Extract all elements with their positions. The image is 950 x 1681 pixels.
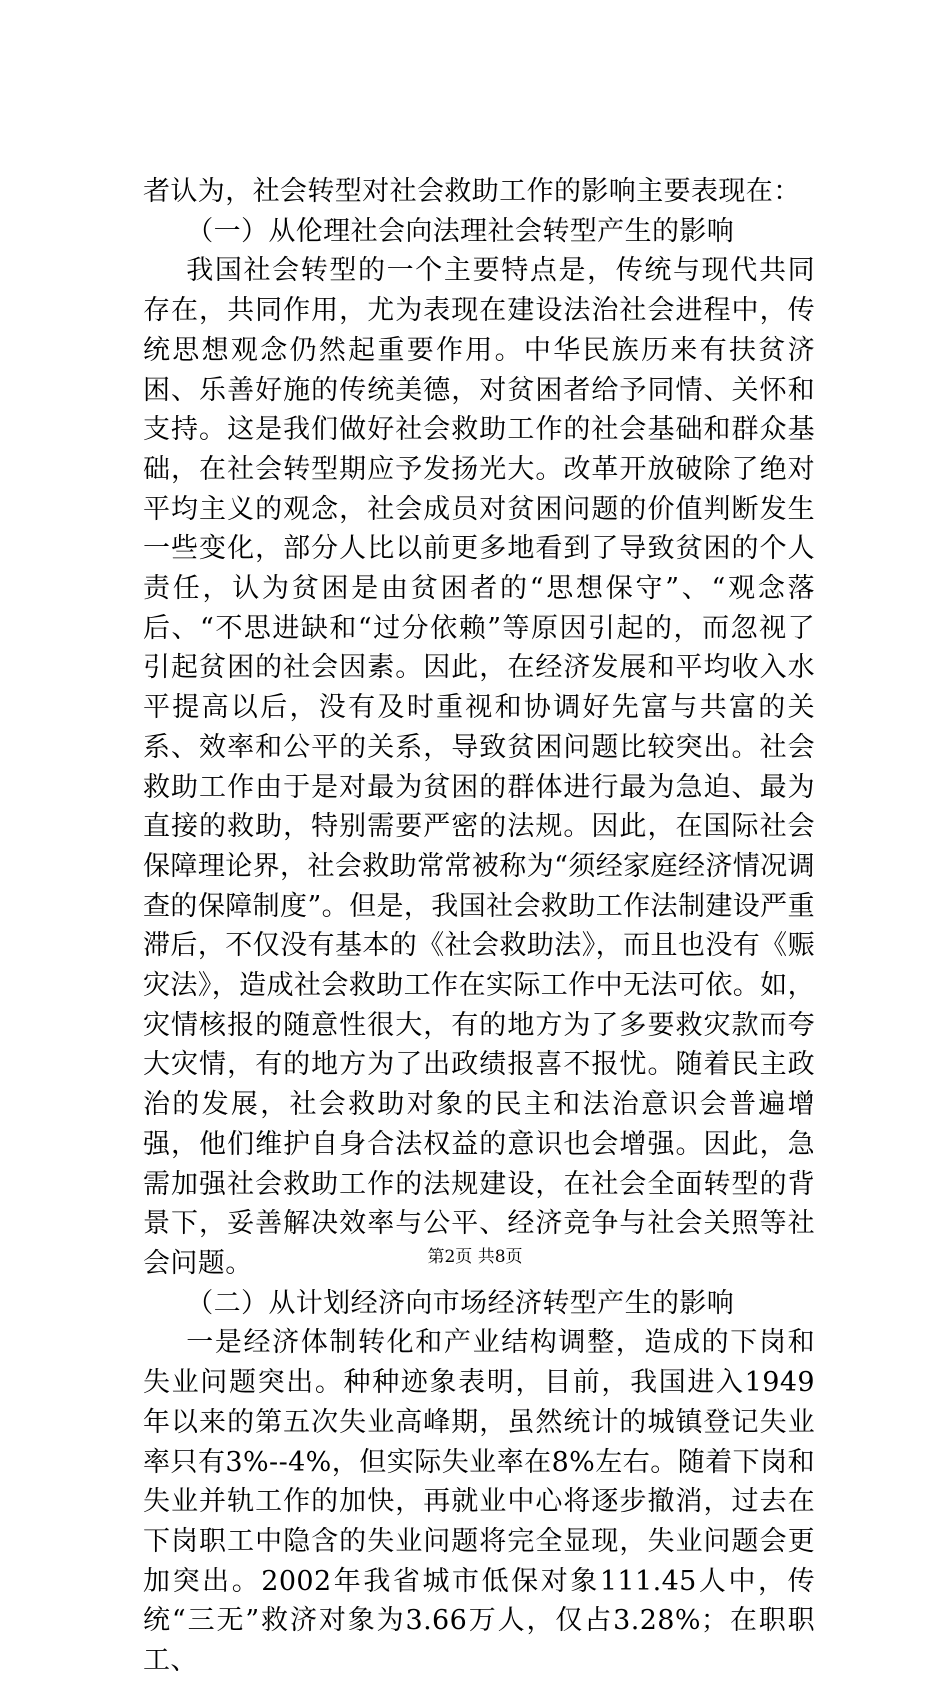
paragraph-ethics-to-law: 我国社会转型的一个主要特点是，传统与现代共同存在，共同作用，尤为表现在建设法治社会进程中，传统思想观念仍然起重要作用。中华民族历来有扶贫济困、乐善好施的传统美德，对贫困者给予同情、关怀和支持。这是我们做好社会救助工作的社会基础和群众基础，在社会转型期应予发扬光大。改革开放破除了绝对平均主义的观念，社会成员对贫困问题的价值判断发生一些变化，部分人比以前更多地看到了导致贫困的个人责任，认为贫困是由贫困者的“思想保守”、“观念落后、“不思进缺和“过分依赖”等原因引起的，而忽视了引起贫困的社会因素。因此，在经济发展和平均收入水平提高以后，没有及时重视和协调好先富与共富的关系、效率和公平的关系，导致贫困问题比较突出。社会救助工作由于是对最为贫困的群体进行最为急迫、最为直接的救助，特别需要严密的法规。因此，在国际社会保障理论界，社会救助常常被称为“须经家庭经济情况调查的保障制度”。但是，我国社会救助工作法制建设严重滞后，不仅没有基本的《社会救助法》，而且也没有《赈灾法》，造成社会救助工作在实际工作中无法可依。如，灾情核报的随意性很大，有的地方为了多要救灾款而夸大灾情，有的地方为了出政绩报喜不报忧。随着民主政治的发展，社会救助对象的民主和法治意识会普遍增强，他们维护自身合法权益的意识也会增强。因此，急需加强社会救助工作的法规建设，在社会全面转型的背景下，妥善解决效率与公平、经济竞争与社会关照等社会问题。 xyxy=(143,255,815,1279)
section-heading-1: （一）从伦理社会向法理社会转型产生的影响 xyxy=(186,215,735,247)
paragraph-unemployment: 一是经济体制转化和产业结构调整，造成的下岗和失业问题突出。种种迹象表明，目前，我国进入1949年以来的第五次失业高峰期，虽然统计的城镇登记失业率只有3%--4%，但实际失业率在8%左右。随着下岗和失业并轨工作的加快，再就业中心将逐步撤消，过去在下岗职工中隐含的失业问题将完全显现，失业问题会更加突出。2002年我省城市低保对象111.45人中，传统“三无”救济对象为3.66万人，仅占3.28%；在职职工、 xyxy=(143,1327,815,1677)
page-footer: 第2页 共8页 xyxy=(427,1247,523,1267)
body-text xyxy=(143,172,815,1681)
paragraph-continuation: 者认为，社会转型对社会救助工作的影响主要表现在： xyxy=(143,176,801,207)
section-heading-2: （二）从计划经济向市场经济转型产生的影响 xyxy=(186,1287,735,1319)
